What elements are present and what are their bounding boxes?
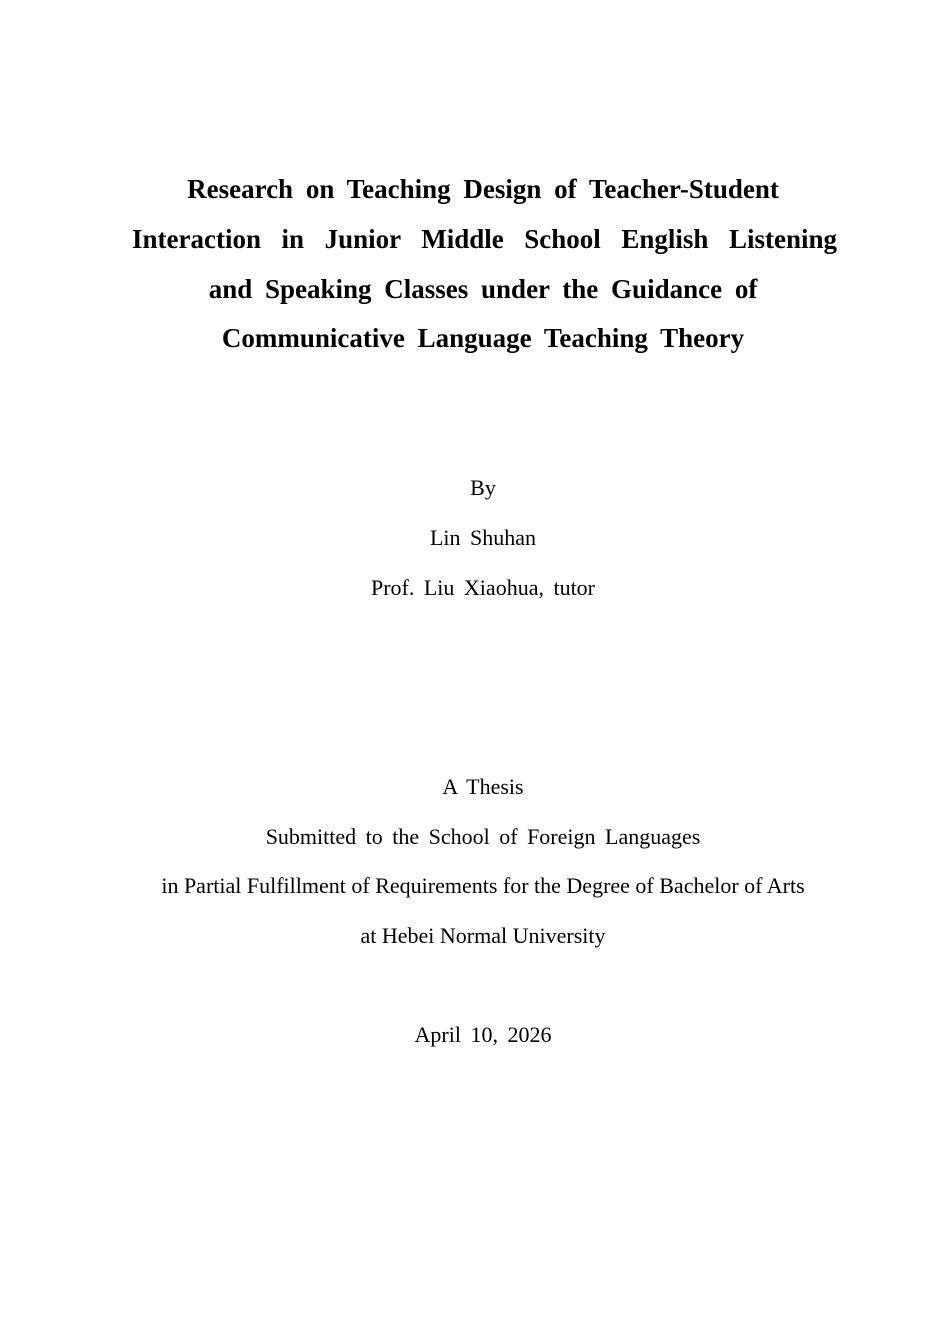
tutor-name: Prof. Liu Xiaohua, tutor [370,575,596,600]
thesis-title-line-2: Interaction in Junior Middle School English Listening [132,224,837,254]
thesis-type: A Thesis [442,774,524,799]
by-label: By [470,475,496,500]
degree-fulfillment: in Partial Fulfillment of Requirements for the Degree of Bachelor of Arts [161,873,805,898]
submitted-to: Submitted to the School of Foreign Languages [265,824,701,849]
institution: at Hebei Normal University [360,923,606,948]
submission-date: April 10, 2026 [414,1022,552,1047]
thesis-title-line-1: Research on Teaching Design of Teacher-Student [187,174,779,204]
author-name: Lin Shuhan [429,525,537,550]
thesis-title-line-4: Communicative Language Teaching Theory [221,323,745,353]
thesis-title-line-3: and Speaking Classes under the Guidance of [208,274,758,304]
